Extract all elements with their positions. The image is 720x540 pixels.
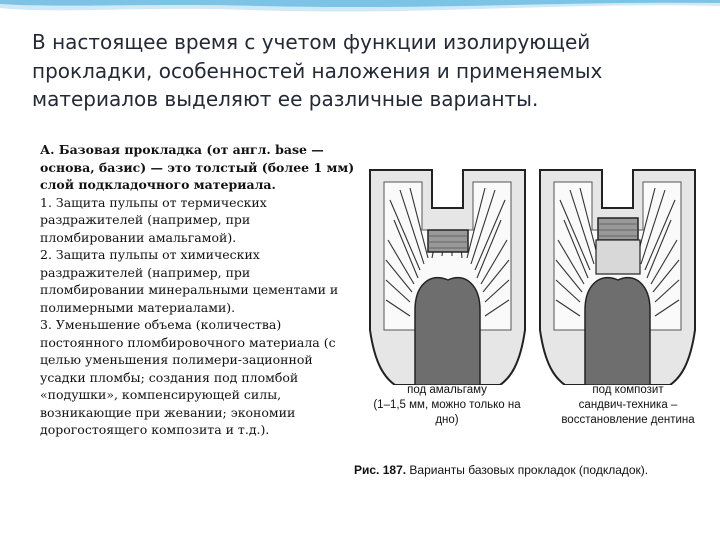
caption-amalgam — [362, 383, 532, 428]
caption-amalgam-line2: (1–1,5 мм, можно только на дно) — [373, 399, 521, 426]
paragraph-base-definition: А. Базовая прокладка (от англ. base — основа, базис) — это толстый (более 1 мм) слой подкладочного материала. — [40, 142, 355, 192]
paragraph-chemical: 2. Защита пульпы от химических раздражителей (например, при пломбировании минеральными цементами и полимерными материалами). — [40, 247, 339, 315]
figure-caption-text: Варианты базовых прокладок (подкладок). — [409, 463, 649, 477]
paragraph-thermal: 1. Защита пульпы от термических раздражителей (например, при пломбировании амальгамой). — [40, 194, 267, 245]
tooth-diagram — [360, 160, 700, 385]
body-text — [40, 141, 355, 439]
decorative-header-band — [0, 0, 720, 20]
caption-amalgam-line1: под амальгаму — [407, 384, 487, 396]
tooth-composite — [540, 170, 695, 385]
figure-caption-label: Рис. 187. — [354, 463, 407, 477]
caption-composite-line3: восстановление дентина — [561, 414, 695, 426]
slide-title: В настоящее время с учетом функции изолирующей прокладки, особенностей наложения и применяемых материалов выделяют ее различные варианты. — [32, 30, 603, 111]
caption-composite-line2: сандвич-техника – — [578, 399, 678, 411]
paragraph-volume: 3. Уменьшение объема (количества) постоянного пломбировочного материала (с целью уменьшения полимери-зационной усадки пломбы; создания под пломбой «подушки», компенсирующей силы, возникающие при жевании; экономии дорогостоящего композита и т.д.). — [40, 317, 336, 437]
caption-composite-line1: под композит — [592, 384, 664, 396]
figure-caption — [354, 463, 714, 477]
caption-composite — [548, 383, 708, 428]
tooth-amalgam — [370, 170, 525, 385]
